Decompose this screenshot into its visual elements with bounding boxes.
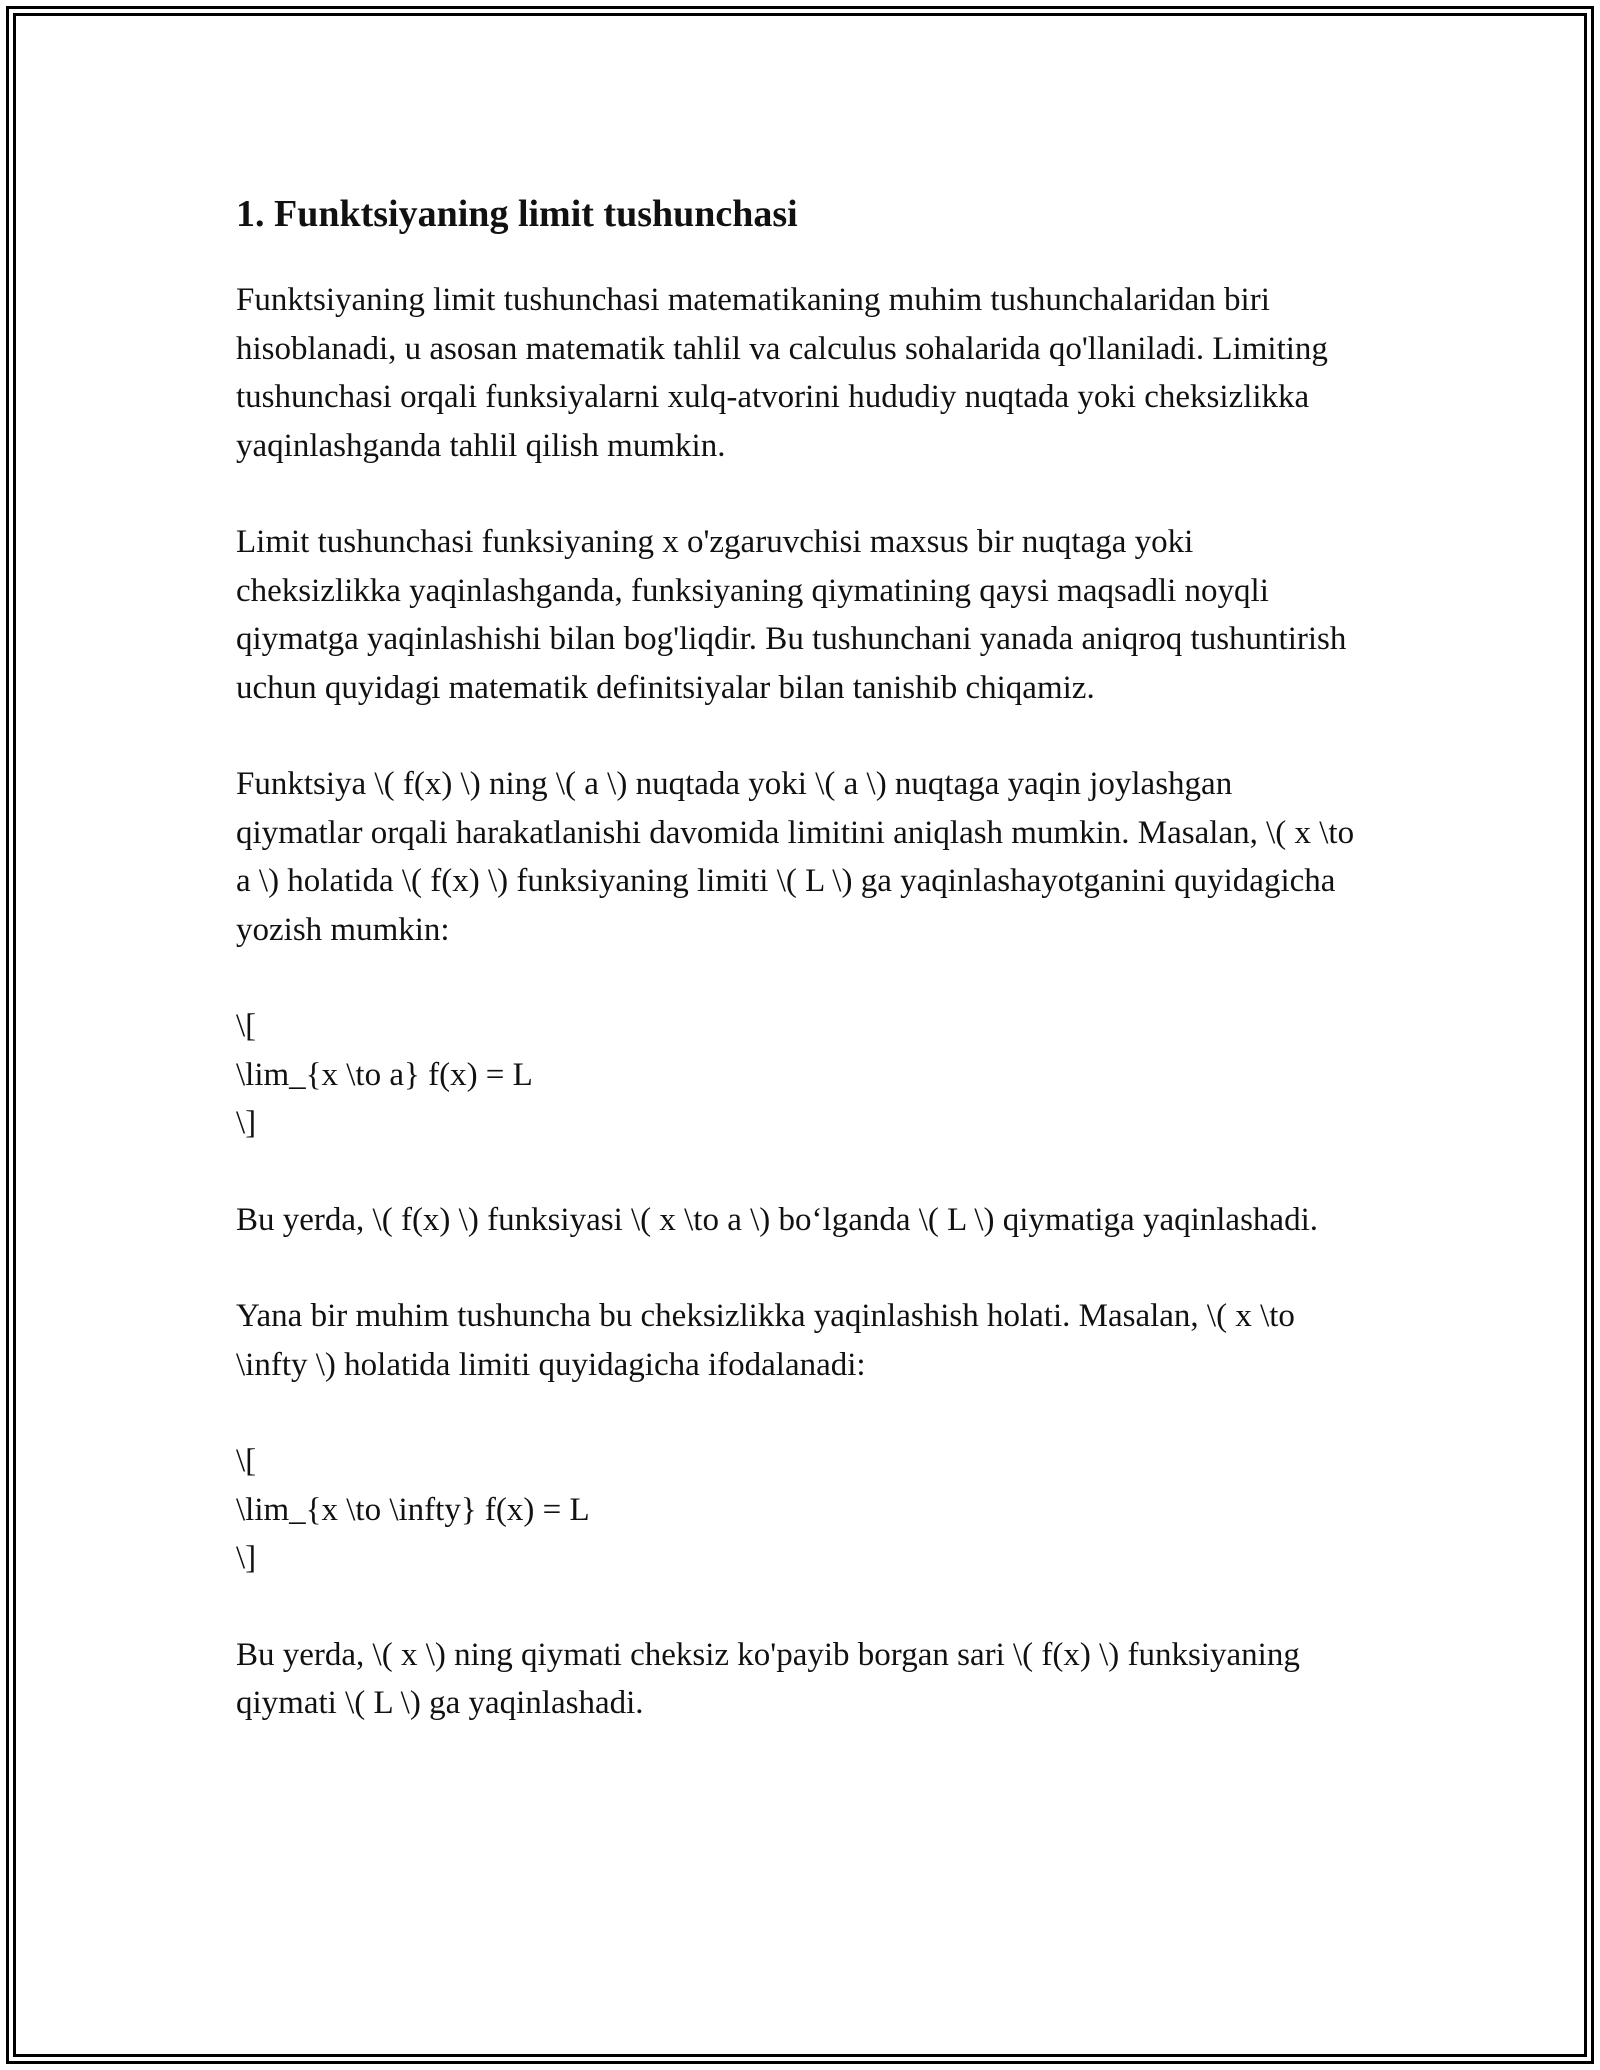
formula-expression: \lim_{x \to a} f(x) = L	[236, 1056, 533, 1093]
formula-open-delimiter: \[	[236, 1008, 257, 1044]
section-heading: 1. Funktsiyaning limit tushunchasi	[236, 193, 798, 235]
paragraph-limit-concept: Limit tushunchasi funksiyaning x o'zgaruvchisi maxsus bir nuqtaga yoki cheksizlikka yaqinlashganda, funksiyaning qiymatining qaysi maqsadli noyqli qiymatga yaqinlashishi bilan bog'liqdir. Bu tushunchani yanada aniqroq tushuntirish uchun quyidagi matematik definitsiyalar bilan tanishib chiqamiz.	[236, 524, 1347, 706]
formula-expression: \lim_{x \to \infty} f(x) = L	[236, 1491, 590, 1528]
formula-limit-at-a	[236, 1002, 1364, 1148]
paragraph-explanation-a: Bu yerda, \( f(x) \) funksiyasi \( x \to a \) bo‘lganda \( L \) qiymatiga yaqinlashadi.	[236, 1201, 1318, 1238]
formula-open-delimiter: \[	[236, 1443, 257, 1479]
document-body	[236, 186, 1364, 1776]
paragraph-intro: Funktsiyaning limit tushunchasi matematikaning muhim tushunchalaridan biri hisoblanadi, u asosan matematik tahlil va calculus sohalarida qo'llaniladi. Limiting tushunchasi orqali funksiyalarni xulq-atvorini hududiy nuqtada yoki cheksizlikka yaqinlashganda tahlil qilish mumkin.	[236, 282, 1328, 464]
paragraph-infinity-intro: Yana bir muhim tushuncha bu cheksizlikka yaqinlashish holati. Masalan, \( x \to \infty \) holatida limiti quyidagicha ifodalanadi:	[236, 1298, 1295, 1383]
formula-limit-at-infinity	[236, 1437, 1364, 1583]
formula-close-delimiter: \]	[236, 1105, 257, 1141]
paragraph-limit-at-point: Funktsiya \( f(x) \) ning \( a \) nuqtada yoki \( a \) nuqtaga yaqin joylashgan qiymatlar orqali harakatlanishi davomida limitini aniqlash mumkin. Masalan, \( x \to a \) holatida \( f(x) \) funksiyaning limiti \( L \) ga yaqinlashayotganini quyidagicha yozish mumkin:	[236, 766, 1355, 948]
formula-close-delimiter: \]	[236, 1540, 257, 1576]
paragraph-explanation-infinity: Bu yerda, \( x \) ning qiymati cheksiz ko'payib borgan sari \( f(x) \) funksiyaning qiymati \( L \) ga yaqinlashadi.	[236, 1636, 1300, 1721]
